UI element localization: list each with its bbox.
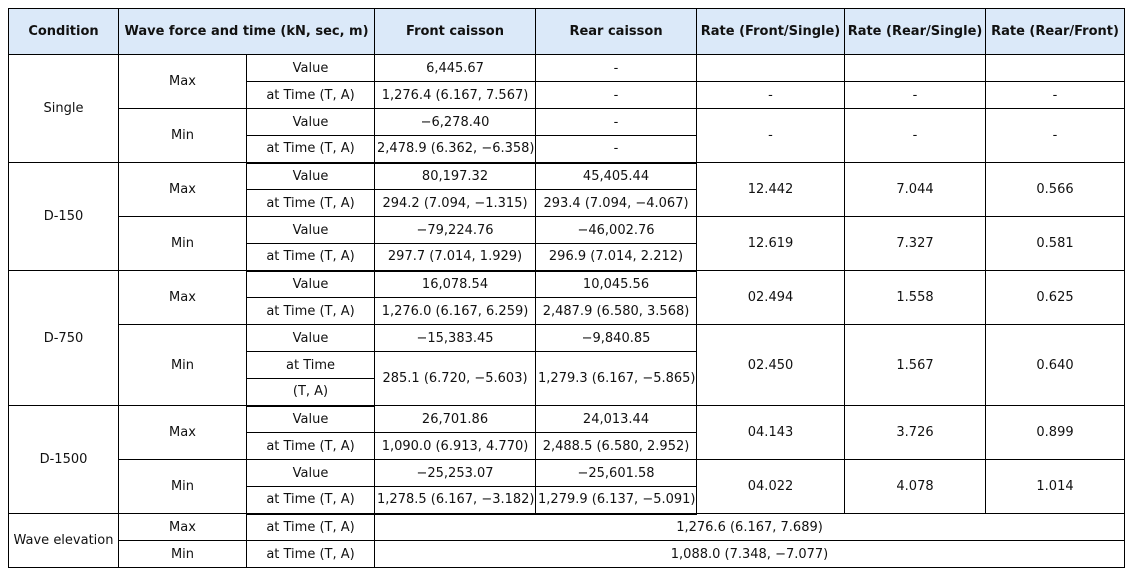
rear-value-cell: - — [536, 109, 697, 136]
header-rate-rear-front: Rate (Rear/Front) — [986, 9, 1125, 55]
condition-cell: D-150 — [9, 163, 119, 271]
rate-rear-single-cell: - — [845, 109, 986, 163]
table-row — [9, 217, 1125, 244]
rate-rear-single-cell: - — [845, 82, 986, 109]
rate-rear-single-cell: 7.327 — [845, 217, 986, 271]
rear-value-cell: 24,013.44 — [536, 406, 697, 433]
rate-front-single-cell: - — [697, 109, 845, 163]
rear-value-cell: −46,002.76 — [536, 217, 697, 244]
condition-cell: D-1500 — [9, 406, 119, 514]
table-row — [9, 163, 1125, 190]
measure-cell: (T, A) — [247, 379, 375, 406]
rear-time-cell: 1,279.9 (6.137, −5.091) — [536, 487, 697, 514]
measure-cell: Value — [247, 325, 375, 352]
measure-cell: at Time (T, A) — [247, 244, 375, 271]
rate-front-single-cell — [697, 55, 845, 82]
table-row — [9, 55, 1125, 82]
front-value-cell: 16,078.54 — [375, 271, 536, 298]
wave-elevation-min-cell: 1,088.0 (7.348, −7.077) — [375, 541, 1125, 568]
rate-front-single-cell: 04.022 — [697, 460, 845, 514]
front-value-cell: −15,383.45 — [375, 325, 536, 352]
front-value-cell: −79,224.76 — [375, 217, 536, 244]
rate-rear-single-cell: 3.726 — [845, 406, 986, 460]
table-row — [9, 325, 1125, 352]
measure-cell: Value — [247, 271, 375, 298]
measure-cell: at Time (T, A) — [247, 298, 375, 325]
rate-rear-front-cell: 1.014 — [986, 460, 1125, 514]
measure-cell: at Time (T, A) — [247, 82, 375, 109]
measure-cell: at Time (T, A) — [247, 433, 375, 460]
front-value-cell: −25,253.07 — [375, 460, 536, 487]
measure-cell: at Time (T, A) — [247, 136, 375, 163]
front-time-cell: 1,276.4 (6.167, 7.567) — [375, 82, 536, 109]
condition-cell: Wave elevation — [9, 514, 119, 568]
rate-rear-front-cell: 0.899 — [986, 406, 1125, 460]
extremum-cell: Min — [119, 460, 247, 514]
rate-rear-single-cell: 1.567 — [845, 325, 986, 406]
table-row — [9, 460, 1125, 487]
header-front-caisson: Front caisson — [375, 9, 536, 55]
wave-force-table — [8, 8, 1125, 568]
table-row — [9, 109, 1125, 136]
condition-cell: D-750 — [9, 271, 119, 406]
measure-cell: at Time (T, A) — [247, 487, 375, 514]
table-row — [9, 541, 1125, 568]
front-value-cell: 26,701.86 — [375, 406, 536, 433]
rate-rear-front-cell: 0.566 — [986, 163, 1125, 217]
front-time-cell: 1,278.5 (6.167, −3.182) — [375, 487, 536, 514]
rear-time-cell: 296.9 (7.014, 2.212) — [536, 244, 697, 271]
rear-value-cell: −25,601.58 — [536, 460, 697, 487]
rate-front-single-cell: 04.143 — [697, 406, 845, 460]
extremum-cell: Min — [119, 325, 247, 406]
rate-rear-front-cell: - — [986, 109, 1125, 163]
header-condition: Condition — [9, 9, 119, 55]
extremum-cell: Max — [119, 406, 247, 460]
header-rate-front-single: Rate (Front/Single) — [697, 9, 845, 55]
measure-cell: Value — [247, 406, 375, 433]
rate-front-single-cell: 02.494 — [697, 271, 845, 325]
measure-cell: at Time — [247, 352, 375, 379]
rate-rear-front-cell: 0.640 — [986, 325, 1125, 406]
measure-cell: Value — [247, 460, 375, 487]
rear-value-cell: 10,045.56 — [536, 271, 697, 298]
extremum-cell: Min — [119, 109, 247, 163]
extremum-cell: Min — [119, 217, 247, 271]
rate-rear-single-cell: 7.044 — [845, 163, 986, 217]
rate-front-single-cell: 12.442 — [697, 163, 845, 217]
header-rate-rear-single: Rate (Rear/Single) — [845, 9, 986, 55]
measure-cell: Value — [247, 163, 375, 190]
rear-time-cell: 2,487.9 (6.580, 3.568) — [536, 298, 697, 325]
measure-cell: at Time (T, A) — [247, 514, 375, 541]
rate-rear-single-cell: 4.078 — [845, 460, 986, 514]
rear-time-cell: 293.4 (7.094, −4.067) — [536, 190, 697, 217]
wave-elevation-max-cell: 1,276.6 (6.167, 7.689) — [375, 514, 1125, 541]
rate-front-single-cell: 02.450 — [697, 325, 845, 406]
extremum-cell: Max — [119, 163, 247, 217]
rate-front-single-cell: - — [697, 82, 845, 109]
front-time-cell: 294.2 (7.094, −1.315) — [375, 190, 536, 217]
header-wave-force: Wave force and time (kN, sec, m) — [119, 9, 375, 55]
rate-rear-front-cell — [986, 55, 1125, 82]
extremum-cell: Max — [119, 271, 247, 325]
condition-cell: Single — [9, 55, 119, 163]
front-time-cell: 297.7 (7.014, 1.929) — [375, 244, 536, 271]
rate-rear-front-cell: 0.625 — [986, 271, 1125, 325]
rear-time-cell: 2,488.5 (6.580, 2.952) — [536, 433, 697, 460]
front-time-cell: 1,090.0 (6.913, 4.770) — [375, 433, 536, 460]
table-row — [9, 271, 1125, 298]
rate-front-single-cell: 12.619 — [697, 217, 845, 271]
rate-rear-single-cell — [845, 55, 986, 82]
measure-cell: Value — [247, 217, 375, 244]
header-row — [9, 9, 1125, 55]
table-row — [9, 406, 1125, 433]
extremum-cell: Max — [119, 55, 247, 109]
front-time-cell: 2,478.9 (6.362, −6.358) — [375, 136, 536, 163]
front-value-cell: 6,445.67 — [375, 55, 536, 82]
rate-rear-front-cell: - — [986, 82, 1125, 109]
measure-cell: at Time (T, A) — [247, 190, 375, 217]
rear-value-cell: −9,840.85 — [536, 325, 697, 352]
rear-time-cell: - — [536, 82, 697, 109]
front-value-cell: −6,278.40 — [375, 109, 536, 136]
rear-time-cell: 1,279.3 (6.167, −5.865) — [536, 352, 697, 406]
header-rear-caisson: Rear caisson — [536, 9, 697, 55]
table-row — [9, 514, 1125, 541]
measure-cell: at Time (T, A) — [247, 541, 375, 568]
rear-time-cell: - — [536, 136, 697, 163]
extremum-cell: Min — [119, 541, 247, 568]
front-time-cell: 285.1 (6.720, −5.603) — [375, 352, 536, 406]
front-value-cell: 80,197.32 — [375, 163, 536, 190]
measure-cell: Value — [247, 109, 375, 136]
rate-rear-front-cell: 0.581 — [986, 217, 1125, 271]
rate-rear-single-cell: 1.558 — [845, 271, 986, 325]
rear-value-cell: 45,405.44 — [536, 163, 697, 190]
front-time-cell: 1,276.0 (6.167, 6.259) — [375, 298, 536, 325]
rear-value-cell: - — [536, 55, 697, 82]
extremum-cell: Max — [119, 514, 247, 541]
measure-cell: Value — [247, 55, 375, 82]
